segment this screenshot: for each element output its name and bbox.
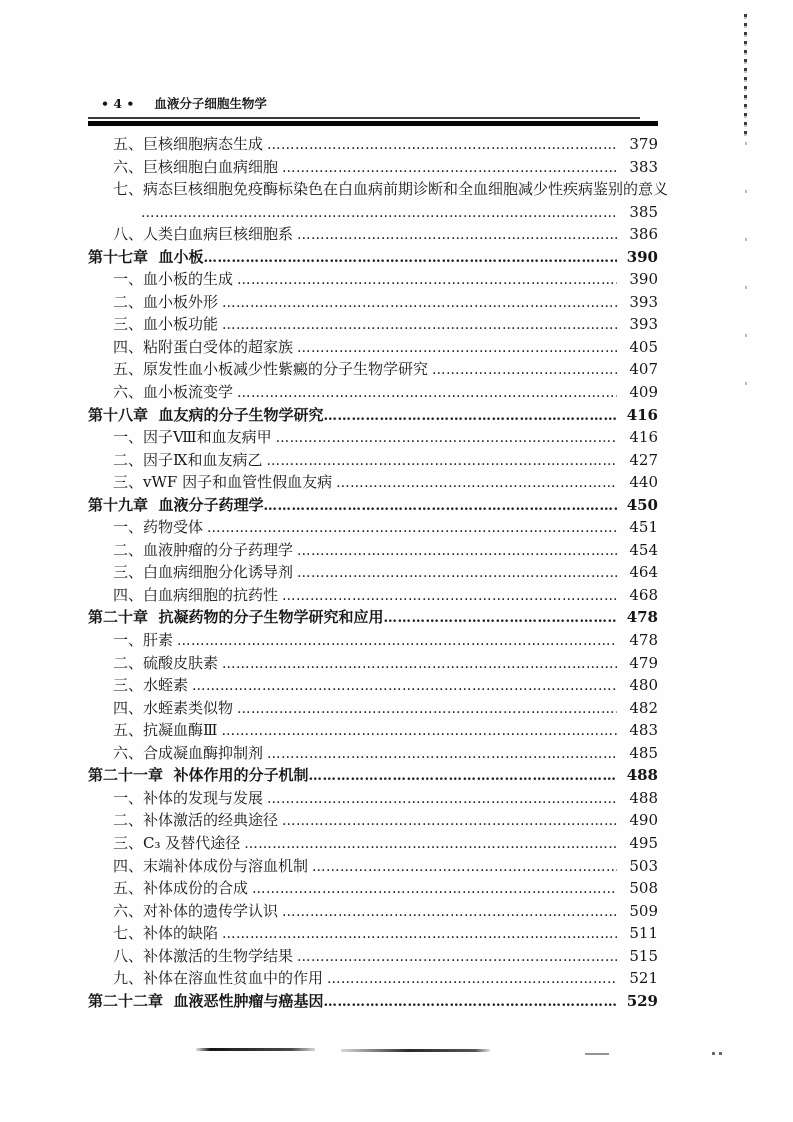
- toc-dot-leader: [222, 314, 617, 337]
- toc-sub-entry: [88, 178, 669, 201]
- toc-entry-label: 七、病态巨核细胞免疫酶标染色在白血病前期诊断和全血细胞减少性疾病鉴别的意义: [113, 180, 669, 199]
- toc-sub-entry: [88, 336, 658, 359]
- toc-entry-label: 三、白血病细胞分化诱导剂: [113, 563, 294, 582]
- toc-entry-label: 六、血小板流变学: [113, 383, 234, 402]
- toc-chapter-entry: [88, 606, 658, 629]
- book-title: 血液分子细胞生物学: [154, 96, 267, 111]
- toc-sub-entry: [88, 449, 658, 472]
- toc-page-number: 427: [629, 450, 658, 469]
- toc-dot-leader: [192, 675, 617, 698]
- toc-chapter-entry: [88, 764, 658, 787]
- toc-sub-entry: [88, 516, 658, 539]
- toc-sub-entry: [88, 945, 658, 968]
- toc-dot-leader: [222, 292, 617, 315]
- toc-entry-label: 四、粘附蛋白受体的超家族: [113, 337, 294, 356]
- scan-artifact-edge-streak-faint: [745, 142, 747, 392]
- toc-dot-leader: [297, 337, 617, 360]
- toc-sub-entry: [88, 471, 658, 494]
- toc-entry-label: 三、血小板功能: [113, 315, 219, 334]
- toc-entry-label: 五、补体成份的合成: [113, 879, 249, 898]
- toc-page-number: 409: [629, 383, 658, 402]
- toc-entry-label: 第十八章 血友病的分子生物学研究: [88, 405, 324, 424]
- toc-page-number: 386: [629, 225, 658, 244]
- toc-page-number: 405: [629, 337, 658, 356]
- toc-sub-entry: [88, 584, 658, 607]
- toc-dot-leader: [432, 359, 617, 382]
- toc-page-number: 390: [626, 247, 658, 266]
- toc-dot-leader: [221, 720, 617, 743]
- toc-entry-label: 三、C₃ 及替代途径: [113, 833, 241, 852]
- toc-sub-entry: [88, 561, 658, 584]
- toc-page-number: 480: [629, 676, 658, 695]
- toc-dot-leader: [222, 923, 617, 946]
- toc-entry-label: 三、vWF 因子和血管性假血友病: [113, 473, 333, 492]
- toc-dot-leader: [383, 607, 617, 630]
- toc-sub-entry: [88, 719, 658, 742]
- toc-entry-label: 二、因子Ⅸ和血友病乙: [113, 450, 263, 469]
- toc-page-number: 379: [629, 135, 658, 153]
- toc-dot-leader: [327, 968, 617, 991]
- toc-entry-label: 六、对补体的遗传学认识: [113, 901, 279, 920]
- toc-dot-leader: [336, 472, 617, 495]
- toc-entry-label: 九、补体在溶血性贫血中的作用: [113, 969, 324, 988]
- toc-dot-leader: [282, 810, 617, 833]
- toc-page-number: 451: [629, 518, 658, 537]
- toc-sub-entry: [88, 313, 658, 336]
- toc-page-number: 416: [626, 405, 658, 424]
- toc-page-number: 482: [629, 698, 658, 717]
- toc-dot-leader: [237, 698, 617, 721]
- scan-artifact-bottom-dots: [712, 1052, 724, 1055]
- toc-page-number: 529: [626, 991, 658, 1010]
- toc-sub-entry: [88, 358, 658, 381]
- toc-entry-label: 一、血小板的生成: [113, 270, 234, 289]
- toc-page-number: 515: [629, 946, 658, 965]
- toc-sub-entry: [88, 223, 658, 246]
- toc-page-number: 385: [629, 202, 658, 221]
- toc-page-number: 479: [629, 653, 658, 672]
- toc-entry-label: 第十七章 血小板: [88, 247, 204, 266]
- toc-entry-label: 一、补体的发现与发展: [113, 788, 264, 807]
- toc-sub-entry: [88, 877, 658, 900]
- toc-page-number: 393: [629, 315, 658, 334]
- toc-dot-leader: [323, 405, 617, 428]
- toc-sub-entry: [88, 787, 658, 810]
- toc-entry-label: 三、水蛭素: [113, 676, 189, 695]
- toc-chapter-entry: [88, 990, 658, 1013]
- toc-entry-label: 五、巨核细胞病态生成: [113, 135, 264, 153]
- toc-entry-label: 二、补体激活的经典途径: [113, 811, 279, 830]
- toc-page-number: 495: [629, 833, 658, 852]
- toc-dot-leader: [297, 946, 617, 969]
- toc-dot-leader: [237, 382, 617, 405]
- toc-sub-entry: [88, 900, 658, 923]
- toc-entry-label: 第二十一章 补体作用的分子机制: [88, 766, 309, 785]
- toc-entry-label: 第二十二章 血液恶性肿瘤与癌基因: [88, 991, 324, 1010]
- toc-entry-label: 六、合成凝血酶抑制剂: [113, 743, 264, 762]
- table-of-contents: [88, 133, 669, 1012]
- scan-artifact-bottom-line: [341, 1049, 490, 1052]
- toc-dot-leader: [207, 517, 617, 540]
- toc-entry-label: 第二十章 抗凝药物的分子生物学研究和应用: [88, 608, 384, 627]
- toc-dot-leader: [308, 765, 617, 788]
- toc-entry-label: 一、因子Ⅷ和血友病甲: [113, 428, 272, 447]
- toc-entry-label: 一、肝素: [113, 631, 174, 650]
- toc-entry-label: 八、人类白血病巨核细胞系: [113, 225, 294, 244]
- toc-dot-leader: [267, 743, 617, 766]
- toc-dot-leader: [252, 878, 617, 901]
- toc-dot-leader: [276, 427, 617, 450]
- toc-dot-leader: [177, 630, 617, 653]
- toc-sub-entry: [88, 629, 658, 652]
- toc-entry-label: 二、硫酸皮肤素: [113, 653, 219, 672]
- toc-entry-label: 一、药物受体: [113, 518, 204, 537]
- page-number-marker: • 4 •: [101, 96, 135, 111]
- toc-page-number: 440: [629, 473, 658, 492]
- toc-dot-leader: [297, 562, 617, 585]
- toc-page-number: 450: [626, 495, 658, 514]
- toc-sub-entry: [88, 268, 658, 291]
- toc-page-number: 407: [629, 360, 658, 379]
- toc-dot-leader: [297, 540, 617, 563]
- toc-page-number: 503: [629, 856, 658, 875]
- toc-entry-label: 二、血液肿瘤的分子药理学: [113, 540, 294, 559]
- toc-dot-leader: [297, 224, 617, 247]
- toc-page-number: 511: [629, 924, 658, 943]
- toc-sub-entry: [88, 922, 658, 945]
- running-header: [101, 96, 267, 112]
- toc-entry-label: 四、水蛭素类似物: [113, 698, 234, 717]
- toc-sub-entry: [88, 381, 658, 404]
- toc-sub-entry: [88, 291, 658, 314]
- toc-chapter-entry: [88, 246, 658, 269]
- toc-dot-leader: [266, 450, 617, 473]
- toc-entry-label: 四、末端补体成份与溶血机制: [113, 856, 309, 875]
- scan-artifact-bottom-line: [196, 1048, 315, 1051]
- toc-sub-entry: [88, 832, 658, 855]
- toc-dot-leader: [267, 134, 617, 157]
- toc-sub-entry: [88, 809, 658, 832]
- header-rule-thin: [88, 117, 640, 119]
- toc-entry-label: 第十九章 血液分子药理学: [88, 495, 264, 514]
- toc-page-number: 521: [629, 969, 658, 988]
- toc-sub-entry: [88, 652, 658, 675]
- toc-entry-label: 五、抗凝血酶Ⅲ: [113, 721, 218, 740]
- toc-page-number: 508: [629, 879, 658, 898]
- toc-page-number: 468: [629, 585, 658, 604]
- toc-sub-entry: [88, 156, 658, 179]
- scan-artifact-edge-streak: [744, 14, 747, 136]
- toc-sub-entry: [88, 697, 658, 720]
- toc-sub-entry: [88, 426, 658, 449]
- toc-dot-leader: [203, 247, 617, 270]
- toc-page-number: 478: [626, 608, 658, 627]
- toc-dot-leader: [267, 788, 617, 811]
- toc-page-number: 485: [629, 743, 658, 762]
- toc-sub-entry: [88, 742, 658, 765]
- toc-dot-leader: [282, 901, 617, 924]
- toc-dot-leader: [282, 157, 617, 180]
- toc-entry-continuation: [88, 201, 658, 224]
- toc-entry-label: 六、巨核细胞白血病细胞: [113, 157, 279, 176]
- toc-dot-leader: [312, 856, 617, 879]
- toc-sub-entry: [88, 855, 658, 878]
- toc-page-number: 488: [626, 766, 658, 785]
- toc-page-number: 509: [629, 901, 658, 920]
- toc-sub-entry: [88, 674, 658, 697]
- toc-dot-leader: [141, 202, 617, 225]
- toc-dot-leader: [244, 833, 617, 856]
- toc-page-number: 383: [629, 157, 658, 176]
- toc-entry-label: 七、补体的缺陷: [113, 924, 219, 943]
- toc-entry-label: 四、白血病细胞的抗药性: [113, 585, 279, 604]
- toc-page-number: 488: [629, 788, 658, 807]
- toc-page-number: 393: [629, 292, 658, 311]
- toc-sub-entry: [88, 133, 658, 156]
- toc-sub-entry: [88, 539, 658, 562]
- toc-page-number: 390: [629, 270, 658, 289]
- toc-sub-entry: [88, 967, 658, 990]
- toc-dot-leader: [263, 495, 617, 518]
- toc-chapter-entry: [88, 494, 658, 517]
- toc-page-number: 478: [629, 631, 658, 650]
- header-rule-thick: [88, 121, 658, 126]
- toc-entry-label: 二、血小板外形: [113, 292, 219, 311]
- toc-page-number: 490: [629, 811, 658, 830]
- scan-artifact-bottom-line: [585, 1053, 609, 1055]
- toc-dot-leader: [323, 991, 617, 1014]
- toc-entry-label: 五、原发性血小板减少性紫癜的分子生物学研究: [113, 360, 429, 379]
- toc-page-number: 416: [629, 428, 658, 447]
- toc-entry-label: 八、补体激活的生物学结果: [113, 946, 294, 965]
- toc-dot-leader: [282, 585, 617, 608]
- toc-page-number: 483: [629, 721, 658, 740]
- toc-page-number: 464: [629, 563, 658, 582]
- toc-page-number: 454: [629, 540, 658, 559]
- toc-dot-leader: [237, 269, 617, 292]
- toc-chapter-entry: [88, 404, 658, 427]
- toc-dot-leader: [222, 653, 617, 676]
